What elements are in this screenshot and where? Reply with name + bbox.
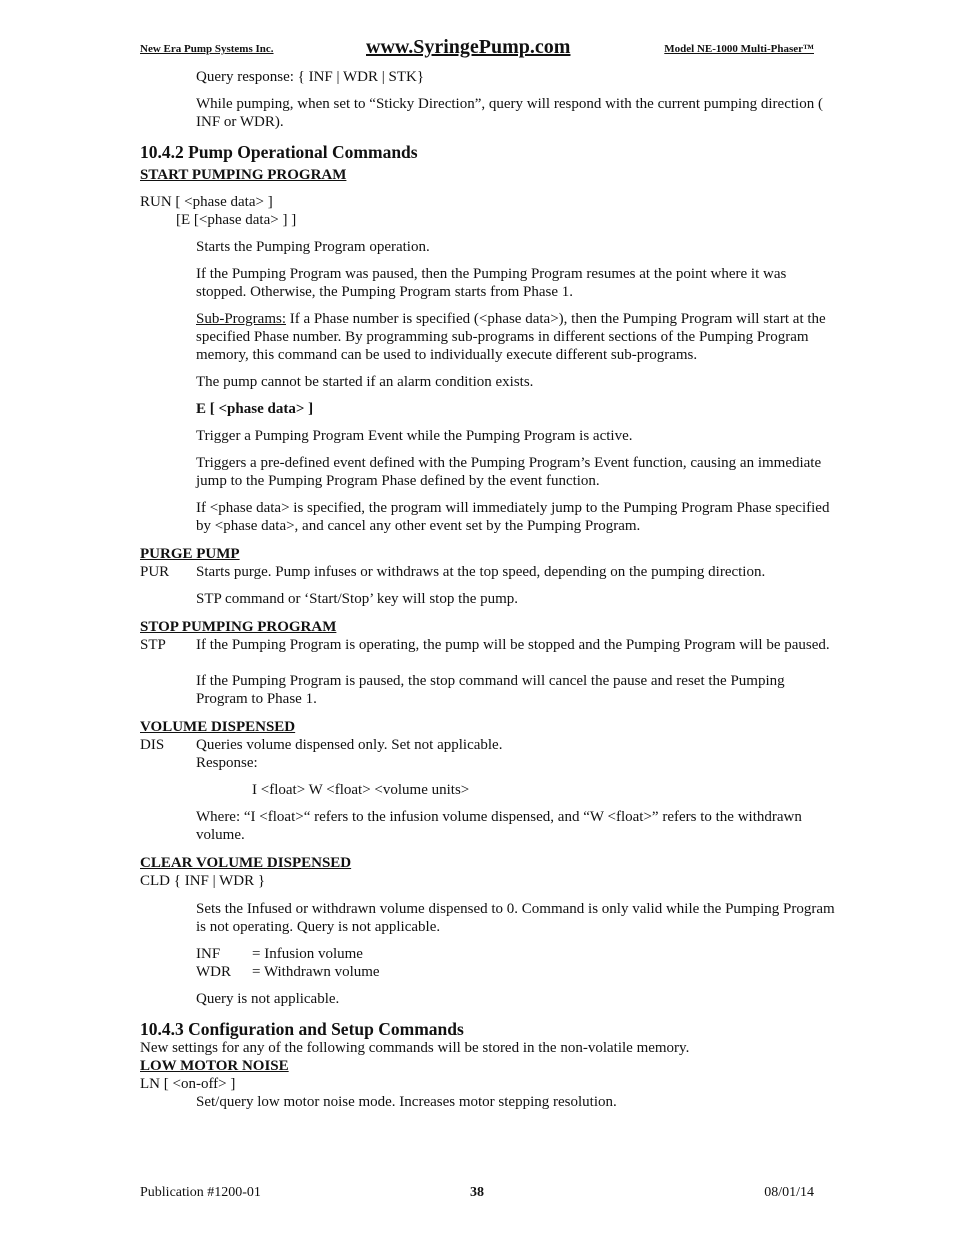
purge-row <box>140 563 836 581</box>
config-intro: New settings for any of the following commands will be stored in the non-volatile memory. <box>140 1040 690 1056</box>
header-model: Model NE-1000 Multi-Phaser™ <box>664 43 814 55</box>
option-value: = Withdrawn volume <box>252 964 380 980</box>
footer-page-number: 38 <box>470 1185 484 1200</box>
dispensed-response-format: I <float> W <float> <volume units> <box>252 782 470 798</box>
query-response: Query response: { INF | WDR | STK} <box>196 69 425 85</box>
sub-programs-paragraph <box>196 310 836 364</box>
page-header <box>140 36 814 62</box>
event-function-desc: Triggers a pre-defined event defined with the Pumping Program’s Event function, causing an immediate jump to the Pumping Program Phase defined by the event function. <box>196 455 822 489</box>
sub-programs-text: If a Phase number is specified (<phase data>), then the Pumping Program will start at the specified Phase number. By programming sub-programs in different sections of the Pumping Program memory, this command can be used to individually execute different sub-programs. <box>196 311 826 363</box>
stop-row <box>140 636 836 654</box>
start-resume-desc: If the Pumping Program was paused, then the Pumping Program resumes at the point where it was stopped. Otherwise, the Pumping Program starts from Phase 1. <box>196 266 787 300</box>
stop-reset-desc: If the Pumping Program is paused, the stop command will cancel the pause and reset the Pumping Program to Phase 1. <box>196 673 785 707</box>
sub-programs-label: Sub-Programs: <box>196 311 286 327</box>
low-noise-syntax: LN [ <on-off> ] <box>140 1076 236 1092</box>
option-value: = Infusion volume <box>252 946 363 962</box>
event-syntax-heading: E [ <phase data> ] <box>196 401 314 417</box>
event-trigger-desc: Trigger a Pumping Program Event while the Pumping Program is active. <box>196 428 633 444</box>
clear-options <box>196 945 836 981</box>
start-desc: Starts the Pumping Program operation. <box>196 239 430 255</box>
footer-date: 08/01/14 <box>764 1185 814 1200</box>
purge-pump-heading: PURGE PUMP <box>140 546 240 562</box>
header-website[interactable]: www.SyringePump.com <box>366 36 571 58</box>
header-company: New Era Pump Systems Inc. <box>140 43 274 55</box>
dispensed-desc: Queries volume dispensed only. Set not applicable. <box>196 737 503 753</box>
sticky-direction-note: While pumping, when set to “Sticky Direction”, query will respond with the current pumping direction ( INF or WDR). <box>196 96 823 130</box>
run-syntax-event: [E [<phase data> ] ] <box>176 212 297 228</box>
purge-stop-note: STP command or ‘Start/Stop’ key will stop the pump. <box>196 591 519 607</box>
stop-command: STP <box>140 637 166 653</box>
option-key: INF <box>196 946 221 962</box>
clear-option-wdr <box>196 963 836 981</box>
start-pumping-heading: START PUMPING PROGRAM <box>140 167 347 183</box>
option-key: WDR <box>196 964 231 980</box>
purge-desc: Starts purge. Pump infuses or withdraws at the top speed, depending on the pumping direction. <box>196 564 766 580</box>
footer-publication: Publication #1200-01 <box>140 1185 261 1200</box>
clear-syntax: CLD { INF | WDR } <box>140 873 266 889</box>
run-syntax: RUN [ <phase data> ] <box>140 194 273 210</box>
dispensed-response-label: Response: <box>196 755 258 771</box>
volume-dispensed-heading: VOLUME DISPENSED <box>140 719 296 735</box>
dispensed-row <box>140 736 836 754</box>
clear-desc: Sets the Infused or withdrawn volume dispensed to 0. Command is only valid while the Pumping Program is not operating. Query is not applicable. <box>196 901 835 935</box>
section-title-10-4-3: 10.4.3 Configuration and Setup Commands <box>140 1019 464 1039</box>
alarm-note: The pump cannot be started if an alarm condition exists. <box>196 374 534 390</box>
section-title-10-4-2: 10.4.2 Pump Operational Commands <box>140 142 418 162</box>
event-phase-desc: If <phase data> is specified, the program will immediately jump to the Pumping Program Phase specified by <phase data>, and cancel any other event set by the Pumping Program. <box>196 500 830 534</box>
clear-query-note: Query is not applicable. <box>196 991 340 1007</box>
page-body <box>140 68 836 1111</box>
dispensed-where-desc: Where: “I <float>“ refers to the infusion volume dispensed, and “W <float>” refers to the withdrawn volume. <box>196 809 802 843</box>
clear-volume-heading: CLEAR VOLUME DISPENSED <box>140 855 352 871</box>
low-noise-desc: Set/query low motor noise mode. Increases motor stepping resolution. <box>196 1094 617 1110</box>
clear-option-inf <box>196 945 836 963</box>
dispensed-command: DIS <box>140 737 165 753</box>
stop-desc: If the Pumping Program is operating, the pump will be stopped and the Pumping Program will be paused. <box>196 637 830 653</box>
low-motor-noise-heading: LOW MOTOR NOISE <box>140 1058 289 1074</box>
purge-command: PUR <box>140 564 170 580</box>
stop-program-heading: STOP PUMPING PROGRAM <box>140 619 337 635</box>
